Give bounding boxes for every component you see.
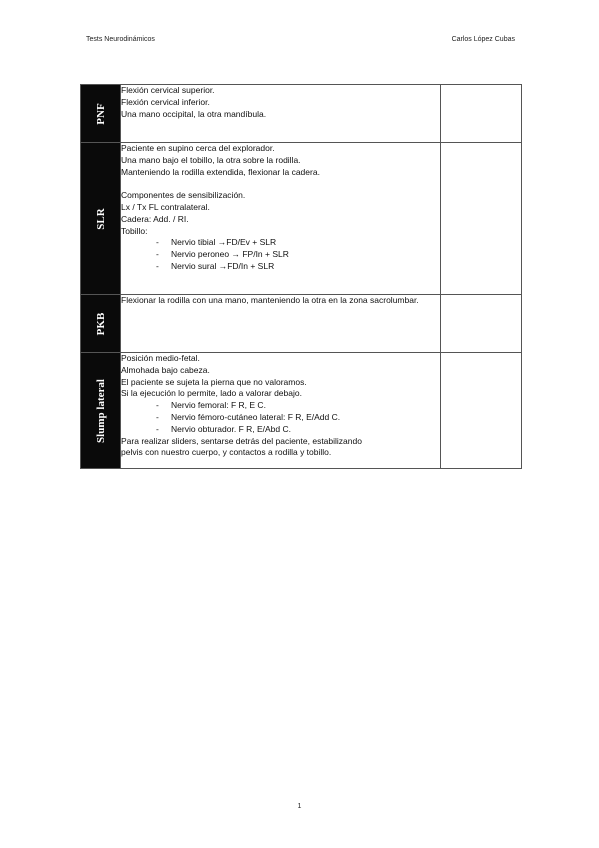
empty-notes-cell — [441, 295, 522, 353]
bullet-dash: - — [156, 411, 159, 422]
row-label-cell — [81, 143, 121, 295]
text-line: El paciente se sujeta la pierna que no valoramos. — [121, 376, 307, 387]
text-line: Posición medio-fetal. — [121, 353, 200, 363]
row-label-cell — [81, 353, 121, 469]
text-line: Una mano occipital, la otra mandíbula. — [121, 108, 267, 119]
row-content-pnf — [121, 85, 441, 143]
text-line: Tobillo: — [121, 225, 148, 236]
text-line: Flexión cervical superior. — [121, 85, 215, 95]
empty-notes-cell — [441, 143, 522, 295]
text-line: Flexión cervical inferior. — [121, 96, 210, 107]
header-left-title: Tests Neurodinámicos — [86, 36, 155, 43]
table-row-slr — [81, 143, 522, 295]
row-content-slr — [121, 143, 441, 295]
row-label-pnf: PNF — [94, 102, 107, 125]
bullet-item — [121, 412, 440, 424]
text-line: Lx / Tx FL contralateral. — [121, 201, 210, 212]
bullet-dash: - — [156, 237, 159, 248]
text-line: Cadera: Add. / RI. — [121, 213, 189, 224]
bullet-dash: - — [156, 423, 159, 434]
bullet-dash: - — [156, 249, 159, 260]
bullet-item — [121, 400, 440, 412]
blank-line — [121, 178, 440, 190]
bullet-text: Nervio obturador. F R, E/Abd C. — [171, 423, 291, 434]
row-label-cell — [81, 85, 121, 143]
bullet-item — [121, 237, 440, 249]
table-row-pnf — [81, 85, 522, 143]
row-label-pkb: PKB — [94, 312, 107, 335]
row-label-cell — [81, 295, 121, 353]
row-label-slr: SLR — [94, 207, 107, 230]
table-row-slump-lateral — [81, 353, 522, 469]
text-line: Una mano bajo el tobillo, la otra sobre la rodilla. — [121, 154, 301, 165]
text-line: Paciente en supino cerca del explorador. — [121, 143, 275, 153]
text-line: Manteniendo la rodilla extendida, flexionar la cadera. — [121, 166, 320, 177]
row-label-slump-lateral: Slump lateral — [94, 378, 107, 443]
row-content-pkb — [121, 295, 441, 353]
header-author: Carlos López Cubas — [451, 36, 515, 43]
bullet-text: Nervio femoral: F R, E C. — [171, 400, 266, 411]
text-line: Componentes de sensibilización. — [121, 190, 246, 201]
row-content-slump-lateral — [121, 353, 441, 469]
table-row-pkb — [81, 295, 522, 353]
bullet-item — [121, 424, 440, 436]
text-line: Si la ejecución lo permite, lado a valorar debajo. — [121, 388, 302, 399]
neurodynamic-tests-table — [80, 84, 522, 469]
bullet-item — [121, 249, 440, 261]
bullet-dash: - — [156, 400, 159, 411]
text-paragraph: Flexionar la rodilla con una mano, manteniendo la otra en la zona sacrolumbar. — [121, 295, 419, 305]
text-line: Para realizar sliders, sentarse detrás del paciente, estabilizando — [121, 435, 362, 446]
empty-notes-cell — [441, 353, 522, 469]
text-line: Almohada bajo cabeza. — [121, 364, 210, 375]
text-line: pelvis con nuestro cuerpo, y contactos a rodilla y tobillo. — [121, 447, 332, 458]
bullet-dash: - — [156, 260, 159, 271]
empty-notes-cell — [441, 85, 522, 143]
bullet-text: Nervio sural →FD/In + SLR — [171, 260, 275, 271]
page-number: 1 — [297, 803, 302, 810]
bullet-item — [121, 261, 440, 273]
bullet-text: Nervio fémoro-cutáneo lateral: F R, E/Add C. — [171, 411, 341, 422]
bullet-text: Nervio peroneo → FP/In + SLR — [171, 249, 289, 260]
bullet-text: Nervio tibial →FD/Ev + SLR — [171, 237, 277, 248]
